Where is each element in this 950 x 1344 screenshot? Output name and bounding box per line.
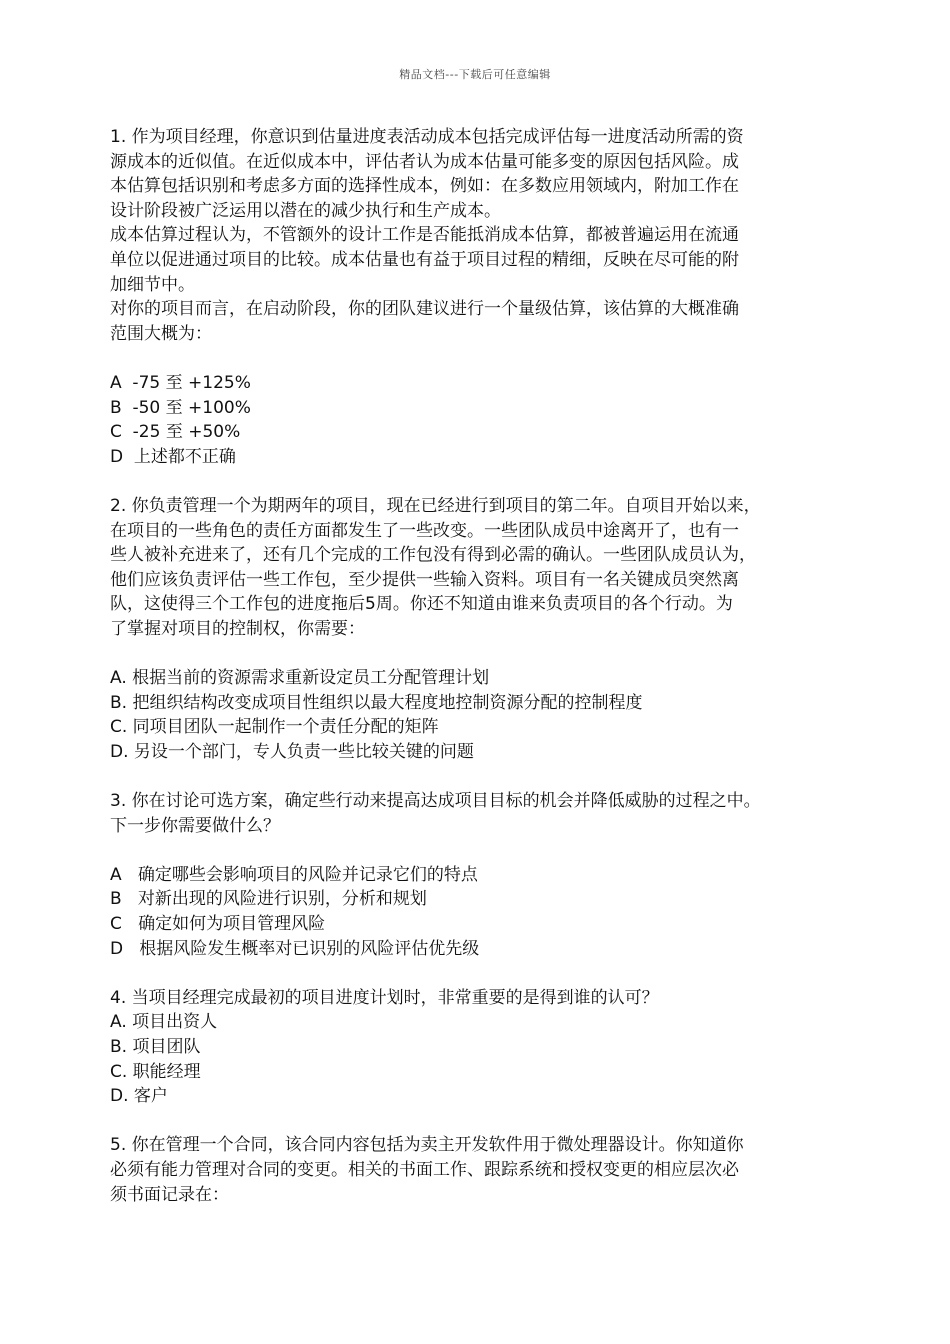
question-4-option-d: D. 客户	[110, 1086, 168, 1107]
question-2-option-a: A. 根据当前的资源需求重新设定员工分配管理计划	[110, 668, 490, 689]
question-2-option-d: D. 另设一个部门，专人负责一些比较关键的问题	[110, 741, 474, 762]
question-5-line: 5. 你在管理一个合同，该合同内容包括为卖主开发软件用于微处理器设计。你知道你	[110, 1135, 744, 1156]
question-1-line: 1. 作为项目经理，你意识到估量进度表活动成本包括完成评估每一进度活动所需的资	[110, 127, 744, 147]
page-header: 精品文档---下载后可任意编辑	[399, 68, 551, 81]
question-4-option-c: C. 职能经理	[110, 1061, 201, 1082]
question-1-line: 加细节中。	[110, 274, 195, 295]
spacer	[110, 1109, 845, 1134]
question-1-line: 设计阶段被广泛运用以潜在的减少执行和生产成本。	[110, 200, 501, 221]
spacer	[110, 346, 845, 371]
question-1-line: 源成本的近似值。在近似成本中，评估者认为成本估量可能多变的原因包括风险。成	[110, 151, 739, 172]
question-1-option-d: D 上述都不正确	[110, 446, 236, 467]
question-2-line: 他们应该负责评估一些工作包，至少提供一些输入资料。项目有一名关键成员突然离	[110, 569, 739, 590]
spacer	[110, 961, 845, 986]
question-4-line: 4. 当项目经理完成最初的项目进度计划时，非常重要的是得到谁的认可？	[110, 987, 659, 1008]
spacer	[110, 641, 845, 666]
question-3	[110, 789, 845, 961]
question-3-option-c: C 确定如何为项目管理风险	[110, 914, 326, 934]
question-3-option-a: A 确定哪些会影响项目的风险并记录它们的特点	[110, 864, 478, 885]
question-2-line: 些人被补充进来了，还有几个完成的工作包没有得到必需的确认。一些团队成员认为，	[110, 545, 756, 566]
question-2-line: 在项目的一些角色的责任方面都发生了一些改变。一些团队成员中途离开了，也有一	[110, 520, 739, 541]
question-3-line: 3. 你在讨论可选方案，确定些行动来提高达成项目目标的机会并降低威胁的过程之中。	[110, 791, 761, 812]
question-3-line: 下一步你需要做什么？	[110, 815, 280, 836]
question-2-line: 了掌握对项目的控制权，你需要：	[110, 618, 365, 639]
spacer	[110, 838, 845, 863]
question-4-option-a: A. 项目出资人	[110, 1012, 218, 1033]
question-5	[110, 1133, 845, 1207]
question-3-option-b: B 对新出现的风险进行识别，分析和规划	[110, 889, 427, 910]
spacer	[110, 469, 845, 494]
question-1-line: 单位以促进通过项目的比较。成本估量也有益于项目过程的精细，反映在尽可能的附	[110, 249, 739, 270]
question-2-option-c: C. 同项目团队一起制作一个责任分配的矩阵	[110, 717, 439, 738]
question-3-option-d: D 根据风险发生概率对已识别的风险评估优先级	[110, 938, 480, 959]
document-body	[110, 125, 845, 1207]
question-2-line: 2. 你负责管理一个为期两年的项目，现在已经进行到项目的第二年。自项目开始以来，	[110, 495, 761, 516]
question-5-line: 必须有能力管理对合同的变更。相关的书面工作、跟踪系统和授权变更的相应层次必	[110, 1159, 739, 1180]
question-1-line: 本估算包括识别和考虑多方面的选择性成本，例如：在多数应用领域内，附加工作在	[110, 176, 739, 197]
question-1-option-b: B -50 至 +100%	[110, 397, 251, 418]
question-1-line: 成本估算过程认为，不管额外的设计工作是否能抵消成本估算，都被普遍运用在流通	[110, 225, 739, 246]
question-4-option-b: B. 项目团队	[110, 1036, 201, 1057]
question-4	[110, 986, 845, 1109]
question-1-line: 对你的项目而言，在启动阶段，你的团队建议进行一个量级估算，该估算的大概准确	[110, 299, 739, 320]
question-1	[110, 125, 845, 469]
question-2-option-b: B. 把组织结构改变成项目性组织以最大程度地控制资源分配的控制程度	[110, 692, 643, 713]
spacer	[110, 764, 845, 789]
question-5-line: 须书面记录在：	[110, 1184, 229, 1205]
question-1-option-c: C -25 至 +50%	[110, 422, 241, 443]
question-1-line: 范围大概为：	[110, 323, 212, 344]
question-2-line: 队，这使得三个工作包的进度拖后5周。你还不知道由谁来负责项目的各个行动。为	[110, 594, 733, 615]
question-1-option-a: A -75 至 +125%	[110, 372, 251, 393]
question-2	[110, 494, 845, 765]
